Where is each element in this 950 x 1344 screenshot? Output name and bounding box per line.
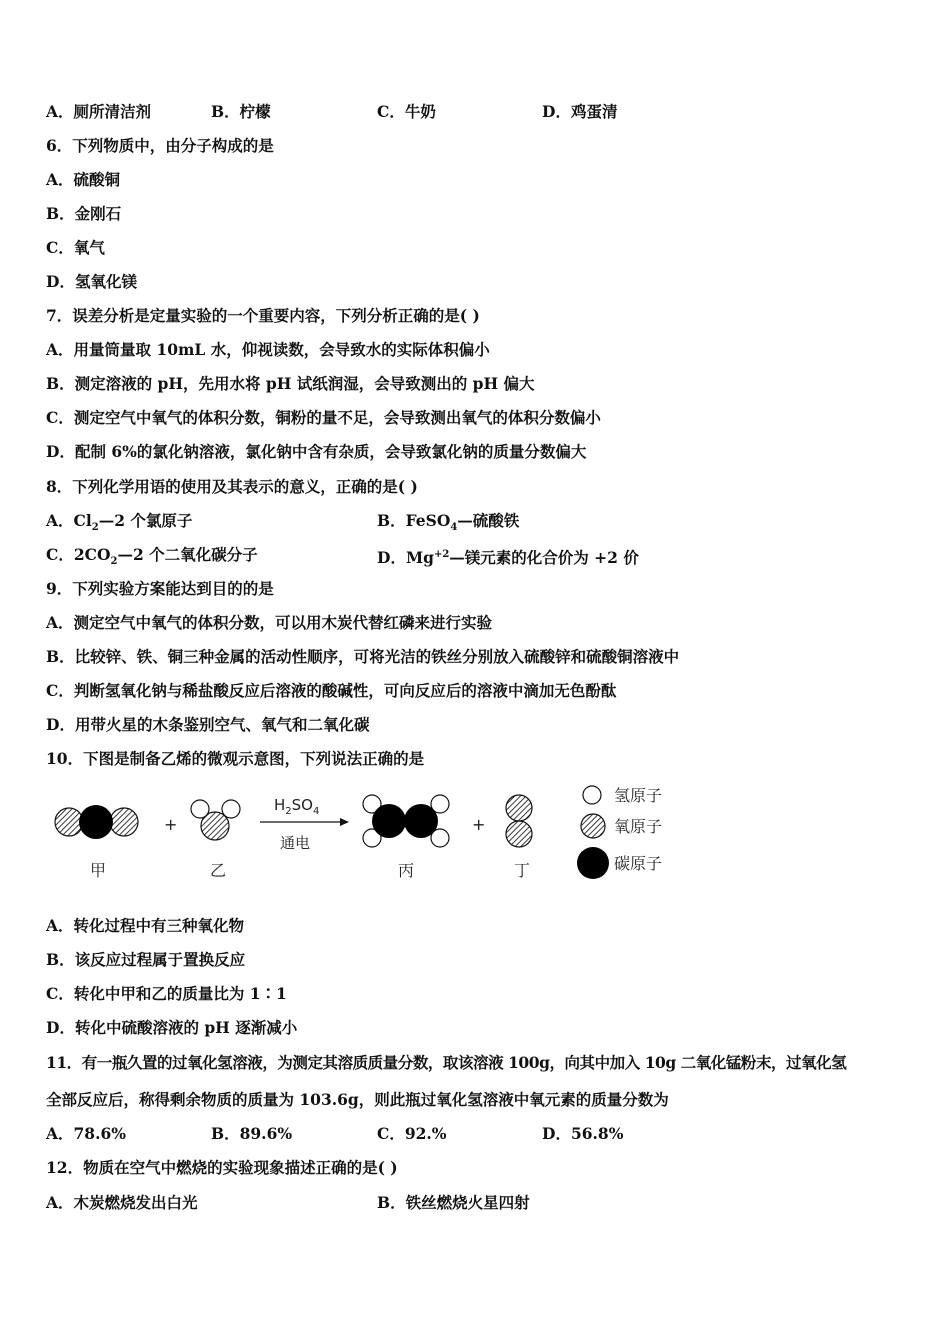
condition-electrolysis: 通电 — [280, 834, 311, 852]
q8-c-formula: C．2CO — [46, 545, 111, 564]
q11-option-d: D．56.8% — [542, 1124, 624, 1143]
q5-option-c: C．牛奶 — [377, 102, 436, 121]
q5-option-b: B．柠檬 — [211, 102, 271, 121]
label-yi: 乙 — [210, 861, 227, 880]
q7-option-a: A．用量筒量取 10mL 水，仰视读数，会导致水的实际体积偏小 — [46, 340, 490, 359]
legend-oxygen-label: 氧原子 — [614, 817, 663, 836]
hydrogen-atom — [222, 800, 240, 818]
oxygen-atom — [506, 795, 532, 821]
label-jia: 甲 — [90, 861, 107, 880]
carbon-atom — [79, 805, 113, 839]
hydrogen-atom — [191, 800, 209, 818]
q8-a-formula: A．Cl — [46, 511, 92, 530]
plus-sign-1: + — [164, 815, 178, 834]
q10-option-b: B．该反应过程属于置换反应 — [46, 950, 246, 969]
legend-carbon-symbol — [577, 847, 609, 879]
q5-option-a: A．厕所清洁剂 — [46, 102, 152, 121]
carbon-atom — [404, 804, 438, 838]
molecule-bing-ethylene — [363, 795, 449, 847]
q10-option-d: D．转化中硫酸溶液的 pH 逐渐减小 — [46, 1018, 298, 1037]
q6-option-b: B．金刚石 — [46, 204, 122, 223]
q11-stem-line1: 11．有一瓶久置的过氧化氢溶液，为测定其溶质质量分数，取该溶液 100g，向其中加入 10g 二氧化锰粉末，过氧化氢 — [46, 1053, 847, 1072]
q6-option-a: A．硫酸铜 — [46, 170, 121, 189]
q12-stem: 12．物质在空气中燃烧的实验现象描述正确的是( ) — [46, 1158, 398, 1177]
legend-carbon-label: 碳原子 — [614, 854, 663, 873]
q10-stem: 10．下图是制备乙烯的微观示意图，下列说法正确的是 — [46, 749, 425, 768]
q6-option-c: C．氧气 — [46, 238, 105, 257]
q10-option-a: A．转化过程中有三种氧化物 — [46, 916, 245, 935]
molecule-ding-oxygen — [506, 795, 532, 847]
q8-c-meaning: —2 个二氧化碳分子 — [117, 545, 258, 564]
q5-option-d: D．鸡蛋清 — [542, 102, 618, 121]
condition-catalyst: $H_2SO_4$ — [274, 796, 320, 817]
q8-stem: 8．下列化学用语的使用及其表示的意义，正确的是( ) — [46, 477, 418, 496]
q8-option-b — [377, 511, 519, 538]
oxygen-atom — [110, 808, 138, 836]
q8-d-superscript: +2 — [433, 549, 450, 560]
q10-option-c: C．转化中甲和乙的质量比为 1∶1 — [46, 984, 287, 1003]
legend — [577, 786, 662, 879]
q8-d-formula: D．Mg — [377, 548, 434, 568]
q8-b-meaning: —硫酸铁 — [457, 511, 520, 530]
q11-stem-line2: 全部反应后，称得剩余物质的质量为 103.6g，则此瓶过氧化氢溶液中氧元素的质量分数为 — [46, 1090, 669, 1109]
q12-option-a: A．木炭燃烧发出白光 — [46, 1193, 198, 1212]
molecule-jia-co2 — [55, 805, 138, 839]
q6-option-d: D．氢氧化镁 — [46, 272, 137, 291]
q8-option-c — [46, 545, 258, 572]
oxygen-atom — [55, 808, 83, 836]
legend-hydrogen-label: 氢原子 — [614, 786, 663, 805]
q6-stem: 6．下列物质中，由分子构成的是 — [46, 136, 274, 155]
q11-option-b: B．89.6% — [211, 1124, 293, 1143]
q11-option-c: C．92.% — [377, 1124, 447, 1143]
q8-a-subscript: 2 — [91, 522, 99, 534]
q8-d-meaning: —镁元素的化合价为 +2 价 — [449, 548, 639, 568]
reaction-arrow — [260, 796, 349, 852]
q9-option-c: C．判断氢氧化钠与稀盐酸反应后溶液的酸碱性，可向反应后的溶液中滴加无色酚酞 — [46, 681, 617, 700]
q11-option-a: A．78.6% — [46, 1124, 127, 1143]
q7-stem: 7．误差分析是定量实验的一个重要内容，下列分析正确的是( ) — [46, 306, 480, 325]
oxygen-atom — [506, 821, 532, 847]
q8-option-d — [377, 545, 639, 568]
legend-hydrogen-symbol — [583, 786, 601, 804]
molecule-yi-water — [191, 800, 240, 840]
q8-option-a — [46, 511, 192, 538]
legend-oxygen-symbol — [581, 814, 605, 838]
q9-stem: 9．下列实验方案能达到目的的是 — [46, 579, 274, 598]
q7-option-b: B．测定溶液的 pH，先用水将 pH 试纸润湿，会导致测出的 pH 偏大 — [46, 374, 535, 393]
q9-option-a: A．测定空气中氧气的体积分数，可以用木炭代替红磷来进行实验 — [46, 613, 493, 632]
q8-b-subscript: 4 — [450, 522, 458, 534]
q9-option-d: D．用带火星的木条鉴别空气、氧气和二氧化碳 — [46, 715, 370, 734]
q9-option-b: B．比较锌、铁、铜三种金属的活动性顺序，可将光洁的铁丝分别放入硫酸锌和硫酸铜溶液中 — [46, 647, 680, 666]
q8-c-subscript: 2 — [110, 556, 118, 568]
reaction-diagram — [40, 778, 680, 888]
q8-b-formula: B．FeSO — [377, 511, 451, 530]
label-bing: 丙 — [398, 861, 415, 880]
q7-option-d: D．配制 6%的氯化钠溶液，氯化钠中含有杂质，会导致氯化钠的质量分数偏大 — [46, 442, 587, 461]
label-ding: 丁 — [514, 861, 531, 880]
q8-a-meaning: —2 个氯原子 — [98, 511, 193, 530]
plus-sign-2: + — [472, 815, 486, 834]
q7-option-c: C．测定空气中氧气的体积分数，铜粉的量不足，会导致测出氧气的体积分数偏小 — [46, 408, 601, 427]
q12-option-b: B．铁丝燃烧火星四射 — [377, 1193, 530, 1212]
carbon-atom — [372, 804, 406, 838]
